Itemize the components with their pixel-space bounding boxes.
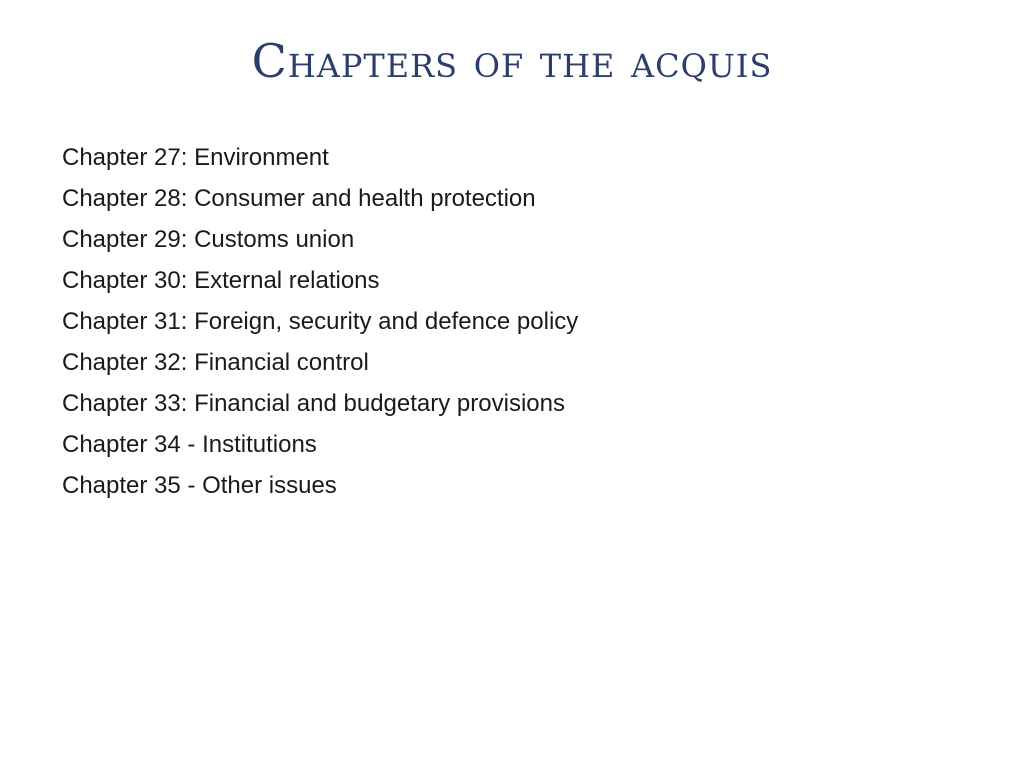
chapter-list bbox=[62, 137, 578, 506]
chapter-item-32: Chapter 32: Financial control bbox=[62, 349, 369, 376]
chapter-item-31: Chapter 31: Foreign, security and defence policy bbox=[62, 308, 579, 335]
chapter-item-35: Chapter 35 - Other issues bbox=[62, 472, 337, 499]
chapter-item-28: Chapter 28: Consumer and health protection bbox=[62, 185, 536, 212]
chapter-item-30: Chapter 30: External relations bbox=[62, 267, 380, 294]
slide-title: Chapters of the acquis bbox=[251, 34, 773, 88]
chapter-item-33: Chapter 33: Financial and budgetary provisions bbox=[62, 390, 565, 417]
chapter-item-34: Chapter 34 - Institutions bbox=[62, 431, 317, 458]
chapter-item-27: Chapter 27: Environment bbox=[62, 144, 329, 171]
chapter-item-29: Chapter 29: Customs union bbox=[62, 226, 355, 253]
